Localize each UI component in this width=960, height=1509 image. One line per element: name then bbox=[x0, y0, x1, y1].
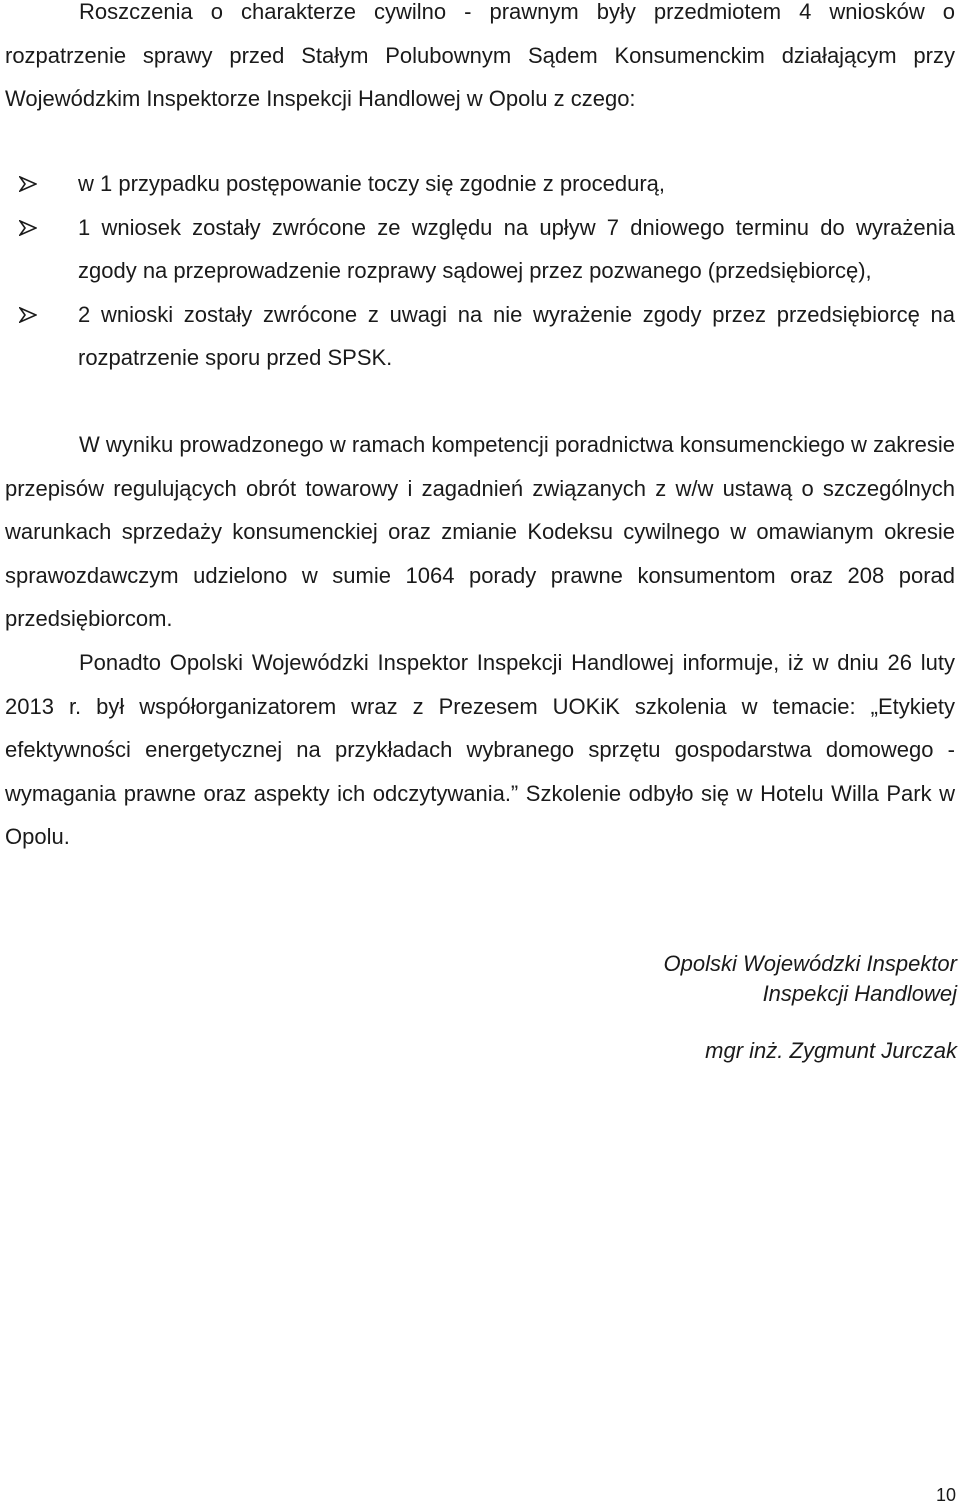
arrowhead-bullet-icon bbox=[19, 220, 37, 236]
signature-title-line-2: Inspekcji Handlowej bbox=[762, 981, 957, 1006]
list-item-text: w 1 przypadku postępowanie toczy się zgodnie z procedurą, bbox=[78, 171, 666, 196]
arrowhead-bullet-icon bbox=[19, 176, 37, 192]
training-paragraph: Ponadto Opolski Wojewódzki Inspektor Inspekcji Handlowej informuje, iż w dniu 26 luty 2013 r. był współorganizatorem wraz z Prezesem UOKiK szkolenia w temacie: „Etykiety efektywności energetycznej na przykładach wybranego sprzętu gospodarstwa domowego - wymagania prawne oraz aspekty ich odczytywania.” Szkolenie odbyło się w Hotelu Willa Park w Opolu. bbox=[5, 650, 955, 850]
list-item bbox=[0, 293, 955, 380]
signature-name: mgr inż. Zygmunt Jurczak bbox=[705, 1038, 957, 1063]
arrowhead-bullet-icon bbox=[19, 307, 37, 323]
intro-paragraph: Roszczenia o charakterze cywilno - prawnym były przedmiotem 4 wniosków o rozpatrzenie sprawy przed Stałym Polubownym Sądem Konsumenckim działającym przy Wojewódzkim Inspektorze Inspekcji Handlowej w Opolu z czego: bbox=[5, 0, 955, 112]
page-number: 10 bbox=[935, 1485, 956, 1505]
advice-paragraph: W wyniku prowadzonego w ramach kompetencji poradnictwa konsumenckiego w zakresie przepisów regulujących obrót towarowy i zagadnień związanych z w/w ustawą o szczególnych warunkach sprzedaży konsumenckiej oraz zmianie Kodeksu cywilnego w omawianym okresie sprawozdawczym udzielono w sumie 1064 porady prawne konsumentom oraz 208 porad przedsiębiorcom. bbox=[5, 432, 955, 632]
list-item bbox=[0, 206, 955, 293]
signature-title-line-1: Opolski Wojewódzki Inspektor bbox=[663, 951, 957, 976]
list-item-text: 1 wniosek zostały zwrócone ze względu na upływ 7 dniowego terminu do wyrażenia zgody na przeprowadzenie rozprawy sądowej przez pozwanego (przedsiębiorcę), bbox=[78, 214, 955, 284]
list-item bbox=[0, 162, 955, 206]
outcome-list bbox=[0, 162, 955, 380]
list-item-text: 2 wnioski zostały zwrócone z uwagi na nie wyrażenie zgody przez przedsiębiorcę na rozpatrzenie sporu przed SPSK. bbox=[78, 301, 955, 371]
